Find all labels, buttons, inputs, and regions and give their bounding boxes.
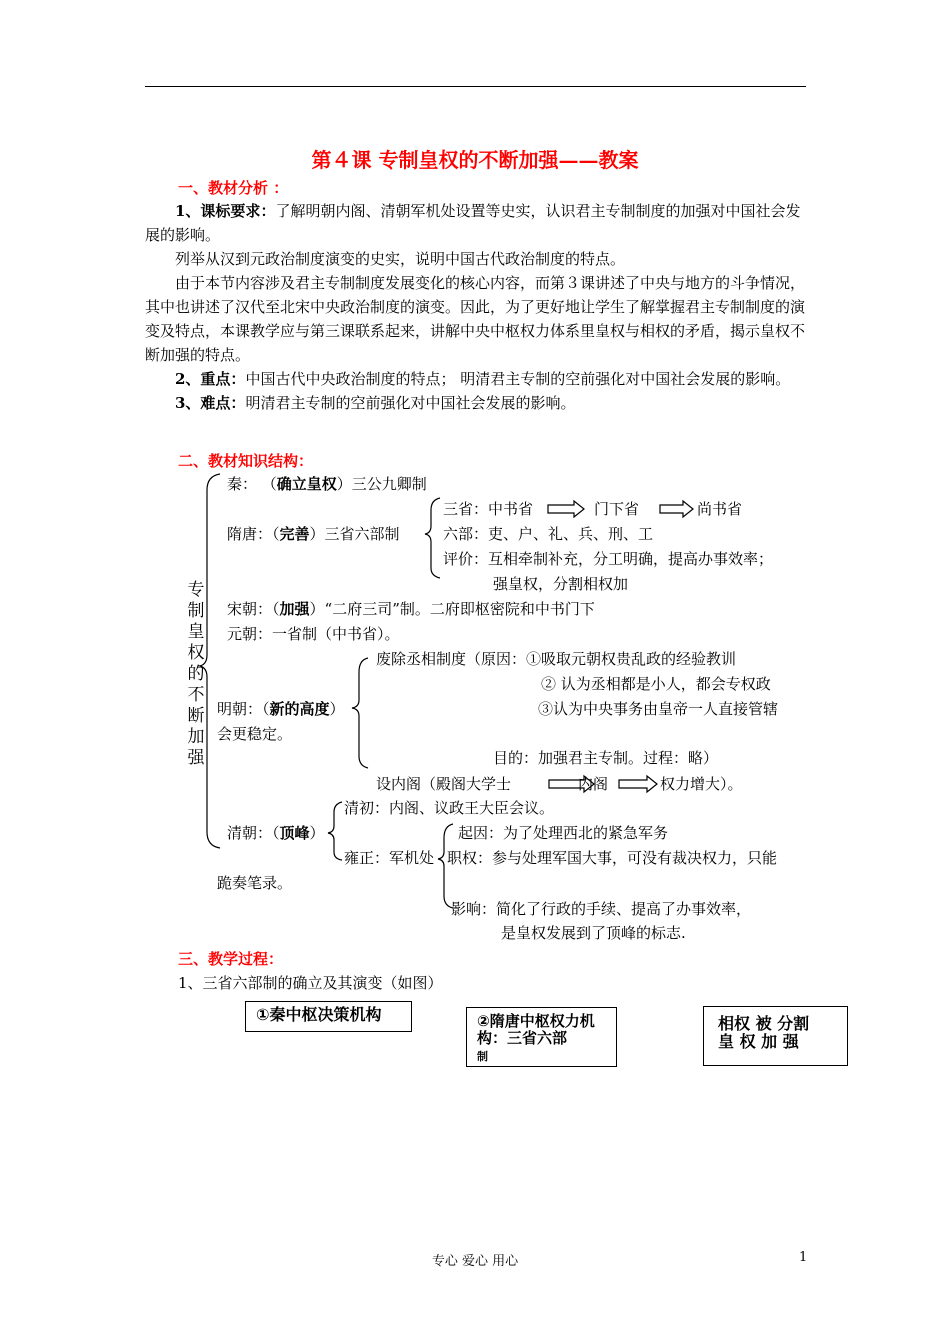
box-1-text: ①秦中枢决策机构: [256, 1005, 382, 1024]
song-emphasis: 加强: [279, 600, 310, 618]
evaluation-line-2: 强皇权，分割相权加: [493, 575, 629, 593]
sui-prefix: 隋唐：（: [227, 525, 280, 543]
ming-continuation: 会更稳定。: [217, 725, 293, 743]
reason-3: ③认为中央事务由皇帝一人直接管辖: [538, 700, 779, 718]
vertical-title: [186, 580, 206, 769]
vertical-char: 断: [187, 706, 205, 726]
analysis-paragraph: 由于本节内容涉及君主专制制度发展变化的核心内容，而第３课讲述了中央与地方的斗争情况，其中也讲述了汉代至北宋中央政治制度的演变。因此，为了更好地让学生了解掌握君主专制制度的演变及特点，本课教学应与第三课联系起来，讲解中央中枢权力体系里皇权与相权的矛盾，揭示皇权不断加强的特点。: [145, 274, 806, 364]
qin-suffix: ）三公九卿制: [336, 475, 427, 493]
song-prefix: 宋朝：（: [227, 600, 280, 618]
section-1-heading: 一、教材分析 ：: [178, 179, 289, 197]
list-paragraph: 列举从汉到元政治制度演变的史实，说明中国古代政治制度的特点。: [175, 250, 626, 268]
purpose-line: 目的：加强君主专制。过程：略）: [493, 749, 719, 767]
section-3-heading: 三、教学过程：: [178, 950, 284, 968]
difficulty-text: 明清君主专制的空前强化对中国社会发展的影响。: [245, 394, 576, 412]
key-text: 中国古代中央政治制度的特点； 明清君主专制的空前强化对中国社会发展的影响。: [245, 370, 791, 388]
yuan-line: 元朝：一省制（中书省）。: [227, 625, 400, 643]
qin-prefix: 秦： （: [227, 475, 277, 493]
box-sui-tang-body: [466, 1007, 617, 1067]
abolish-chancellor: 废除丞相制度（原因：①吸取元朝权贵乱政的经验教训: [376, 650, 737, 668]
cabinet-middle: 内阁: [578, 775, 609, 793]
vertical-char: 加: [187, 727, 205, 747]
vertical-char: 权: [187, 643, 205, 663]
junjichu-impact: 影响：简化了行政的手续、提高了办事效率，: [451, 900, 752, 918]
song-line: [227, 598, 595, 620]
qin-line: [227, 473, 427, 495]
junjichu-origin: 起因：为了处理西北的紧急军务: [458, 824, 669, 842]
song-suffix: ）“二府三司”制。二府即枢密院和中书门下: [309, 600, 595, 618]
qing-emphasis: 顶峰: [279, 824, 310, 842]
qing-line: [227, 822, 325, 844]
sui-emphasis: 完善: [279, 525, 310, 543]
box-2-text: ②隋唐中枢权力机构：三省六部: [477, 1012, 595, 1047]
vertical-char: 皇: [187, 622, 205, 642]
vertical-char: 强: [187, 748, 205, 768]
qing-prefix: 清朝：（: [227, 824, 280, 842]
qing-suffix: ）: [309, 824, 325, 842]
yongzheng-line: 雍正：军机处: [344, 849, 435, 867]
reason-2: ② 认为丞相都是小人，都会专权政: [541, 675, 771, 693]
footer-motto: 专心 爱心 用心: [431, 1254, 519, 1269]
cabinet-suffix: 权力增大）。: [660, 775, 743, 793]
vertical-char: 的: [187, 664, 205, 684]
key-label: 2、重点：: [175, 370, 246, 388]
junjichu-power: 职权：参与处理军国大事，可没有裁决权力，只能: [447, 849, 778, 867]
sui-suffix: ）三省六部制: [309, 525, 400, 543]
requirement-label: 1、课标要求：: [175, 202, 276, 220]
box-3-line-2: 皇 权 加 强: [718, 1032, 799, 1051]
page-number: 1: [799, 1250, 808, 1265]
sansheng-label: 三省：中书省: [443, 500, 534, 518]
page-title: 第４课 专制皇权的不断加强——教案: [311, 148, 639, 172]
box-chancellor-divided: [703, 1006, 848, 1066]
qin-emphasis: 确立皇权: [276, 475, 337, 493]
ming-prefix: 明朝：（: [217, 700, 270, 718]
box-qin-decision-body: [245, 1001, 412, 1032]
junjichu-impact-2: 是皇权发展到了顶峰的标志.: [501, 924, 686, 942]
box-3-line-1: 相权 被 分割: [718, 1014, 810, 1033]
difficulty-label: 3、难点：: [175, 394, 246, 412]
early-qing: 清初：内阁、议政王大臣会议。: [344, 799, 555, 817]
box-2-small-text: 制: [477, 1050, 488, 1063]
requirement-text: 了解明朝内阁、清朝军机处设置等史实，认识君主专制制度的加强对中国社会发展的影响。: [145, 202, 801, 244]
sui-tang-line: [227, 523, 400, 545]
menxia-sheng: 门下省: [594, 500, 640, 518]
evaluation-line: 评价：互相牵制补充，分工明确，提高办事效率；: [443, 550, 774, 568]
ming-suffix: ）: [329, 700, 345, 718]
teaching-item-1: 1、三省六部制的确立及其演变（如图）: [178, 974, 443, 992]
section-2-heading: 二、教材知识结构：: [178, 452, 314, 470]
liubu-line: 六部：吏、户、礼、兵、刑、工: [443, 525, 654, 543]
ming-line: [217, 698, 345, 720]
ming-emphasis: 新的高度: [269, 700, 330, 718]
cabinet-prefix: 设内阁（殿阁大学士: [376, 775, 512, 793]
vertical-char: 制: [187, 601, 205, 621]
vertical-char: 不: [187, 685, 205, 705]
vertical-char: 专: [187, 580, 205, 600]
kneel-record: 跪奏笔录。: [217, 874, 293, 892]
shangshu-sheng: 尚书省: [697, 500, 743, 518]
